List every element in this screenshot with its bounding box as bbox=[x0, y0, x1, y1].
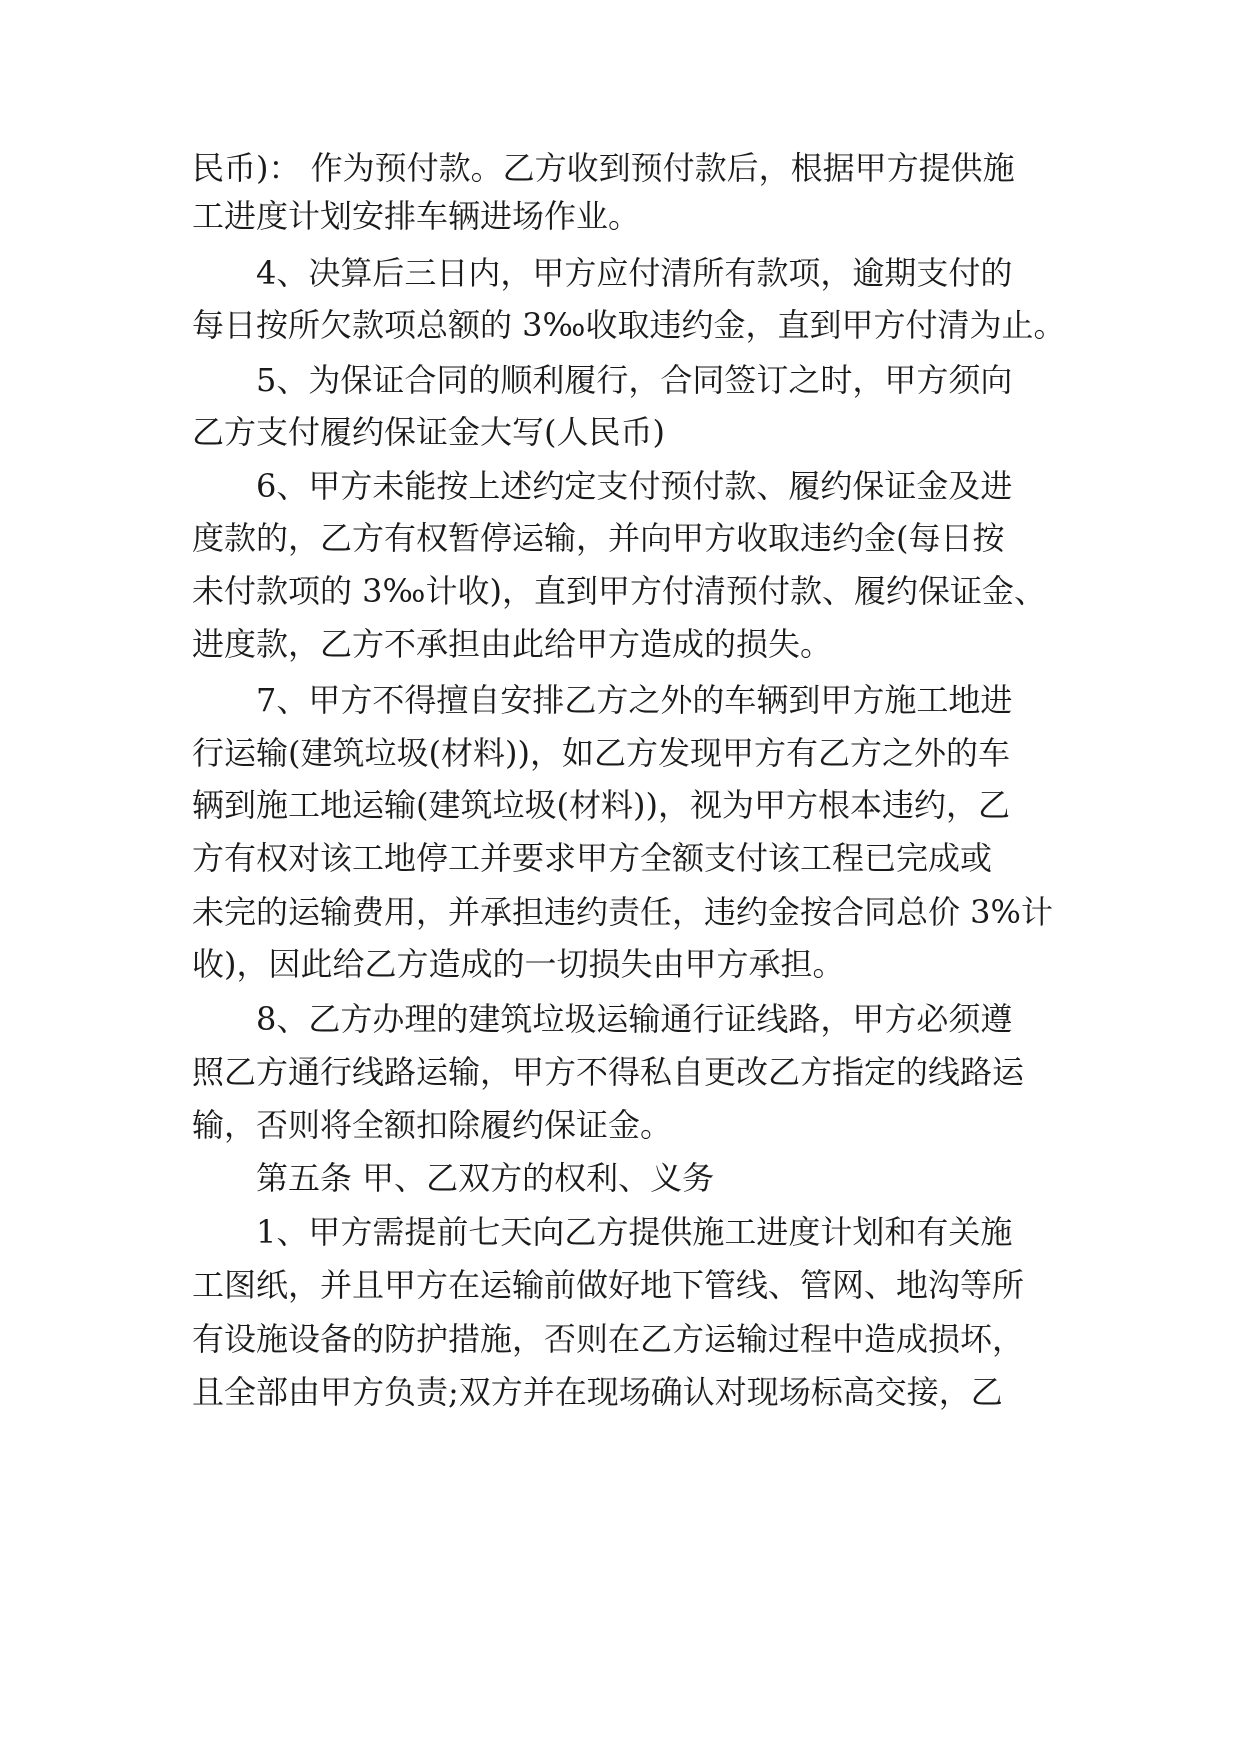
text-line: 工进度计划安排车辆进场作业。 bbox=[192, 197, 641, 235]
text-line: 进度款，乙方不承担由此给甲方造成的损失。 bbox=[192, 625, 833, 663]
text-line: 4、决算后三日内，甲方应付清所有款项，逾期支付的 bbox=[256, 254, 1013, 292]
section-heading: 第五条 甲、乙双方的权利、义务 bbox=[256, 1159, 715, 1197]
text-line: 6、甲方未能按上述约定支付预付款、履约保证金及进 bbox=[256, 467, 1013, 505]
text-line: 未完的运输费用，并承担违约责任，违约金按合同总价 3%计 bbox=[192, 893, 1053, 931]
text-line: 输，否则将全额扣除履约保证金。 bbox=[192, 1106, 673, 1144]
text-line: 5、为保证合同的顺利履行，合同签订之时，甲方须向 bbox=[256, 361, 1013, 399]
text-line: 且全部由甲方负责;双方并在现场确认对现场标高交接，乙 bbox=[192, 1373, 1003, 1411]
text-line: 辆到施工地运输(建筑垃圾(材料))，视为甲方根本违约，乙 bbox=[192, 786, 1010, 824]
text-line: 度款的，乙方有权暂停运输，并向甲方收取违约金(每日按 bbox=[192, 519, 1005, 557]
text-line: 方有权对该工地停工并要求甲方全额支付该工程已完成或 bbox=[192, 839, 993, 877]
text-line: 照乙方通行线路运输，甲方不得私自更改乙方指定的线路运 bbox=[192, 1053, 1025, 1091]
text-line: 未付款项的 3‰计收)，直到甲方付清预付款、履约保证金、 bbox=[192, 572, 1046, 610]
text-line: 工图纸，并且甲方在运输前做好地下管线、管网、地沟等所 bbox=[192, 1266, 1025, 1304]
text-line: 行运输(建筑垃圾(材料))，如乙方发现甲方有乙方之外的车 bbox=[192, 734, 1010, 772]
text-line: 8、乙方办理的建筑垃圾运输通行证线路，甲方必须遵 bbox=[256, 1000, 1013, 1038]
text-line: 民币)： 作为预付款。乙方收到预付款后，根据甲方提供施 bbox=[192, 149, 1015, 187]
text-line: 收)，因此给乙方造成的一切损失由甲方承担。 bbox=[192, 945, 845, 983]
text-line: 7、甲方不得擅自安排乙方之外的车辆到甲方施工地进 bbox=[256, 681, 1013, 719]
text-line: 每日按所欠款项总额的 3‰收取违约金，直到甲方付清为止。 bbox=[192, 306, 1066, 344]
text-line: 有设施设备的防护措施，否则在乙方运输过程中造成损坏， bbox=[192, 1320, 1025, 1358]
text-line: 1、甲方需提前七天向乙方提供施工进度计划和有关施 bbox=[256, 1213, 1013, 1251]
text-line: 乙方支付履约保证金大写(人民币) bbox=[192, 413, 665, 451]
